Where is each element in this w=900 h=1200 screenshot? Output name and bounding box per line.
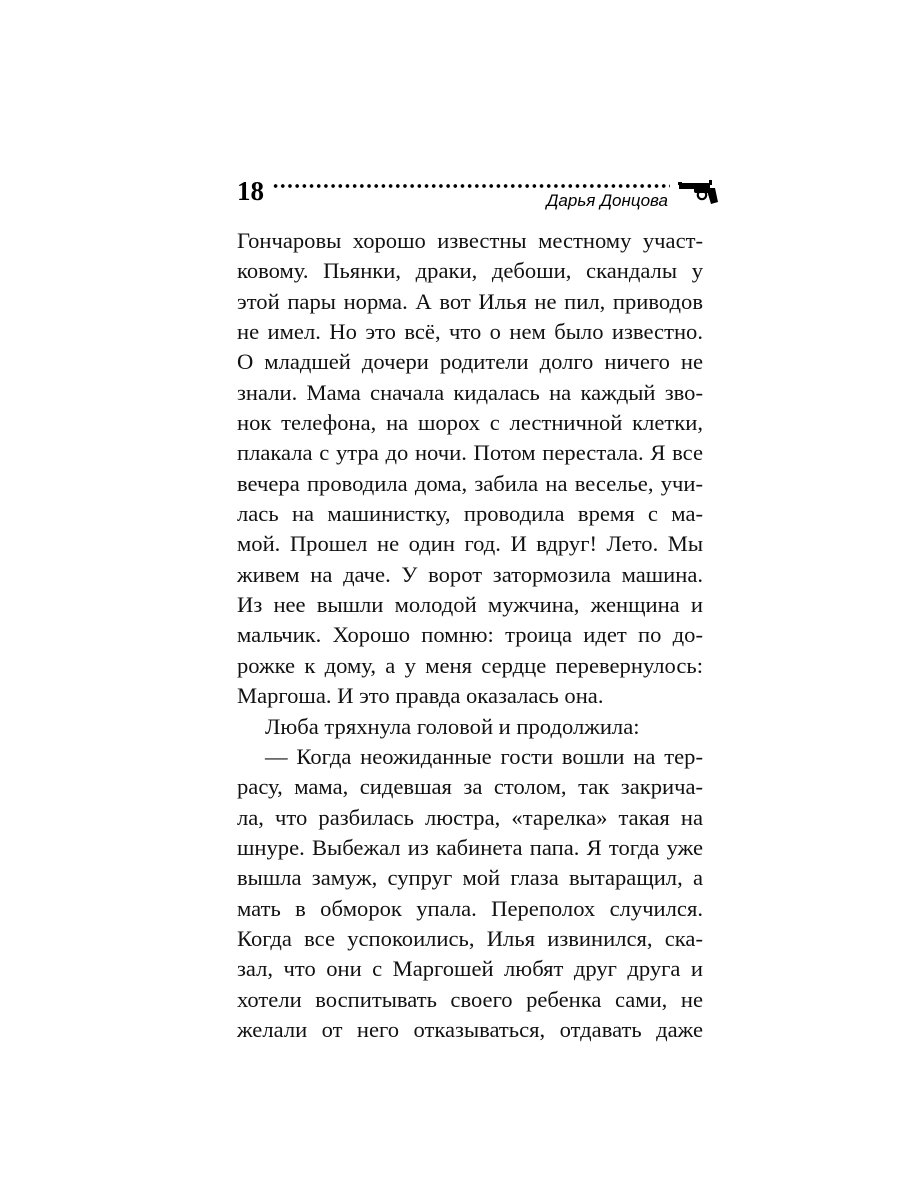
text-line: лась на машинистку, проводила время с ма- [237,501,703,527]
text-line: рожке к дому, а у меня сердце перевернулось: [237,652,703,678]
text-line: шнуре. Выбежал из кабинета папа. Я тогда уже [237,834,703,860]
text-line: вечера проводила дома, забила на веселье, учи- [237,470,703,496]
text-line: Маргоша. И это правда оказалась она. [237,683,604,709]
text-line: зал, что они с Маргошей любят друг друга и [237,956,703,982]
page-number: 18 [237,176,264,206]
text-line: живем на даче. У ворот затормозила машина. [237,561,703,587]
text-line: Когда все успокоились, Илья извинился, ска- [237,925,703,951]
body-text [237,226,703,1045]
text-line: — Когда неожиданные гости вошли на тер- [265,743,703,769]
text-line: Люба тряхнула головой и продолжила: [265,713,640,739]
text-line: не имел. Но это всё, что о нем было известно. [237,319,703,345]
text-line: расу, мама, сидевшая за столом, так закрича- [237,774,703,800]
text-line: Гончаровы хорошо известны местному участ- [237,228,703,253]
text-line: плакала с утра до ночи. Потом перестала. Я все [237,440,703,466]
text-line: хотели воспитывать своего ребенка сами, не [237,986,703,1012]
text-line: этой пары норма. А вот Илья не пил, приводов [237,288,703,314]
text-line: вышла замуж, супруг мой глаза вытаращил, а [237,865,703,891]
running-head-author: Дарья Донцова [546,191,668,210]
text-line: Из нее вышли молодой мужчина, женщина и [237,592,703,618]
text-line: нок телефона, на шорох с лестничной клетки, [237,410,703,436]
text-line: мать в обморок упала. Переполох случился. [237,895,703,921]
revolver-icon [678,180,718,206]
text-line: ла, что разбилась люстра, «тарелка» такая на [237,804,703,830]
text-line: О младшей дочери родители долго ничего не [237,349,703,375]
text-line: мальчик. Хорошо помню: троица идет по до- [237,622,703,648]
text-line: ковому. Пьянки, драки, дебоши, скандалы у [237,258,703,284]
text-line: желали от него отказываться, отдавать даже [237,1016,703,1042]
text-line: знали. Мама сначала кидалась на каждый зво- [237,379,703,405]
text-line: мой. Прошел не один год. И вдруг! Лето. Мы [237,531,703,557]
dotted-leader [272,184,670,188]
